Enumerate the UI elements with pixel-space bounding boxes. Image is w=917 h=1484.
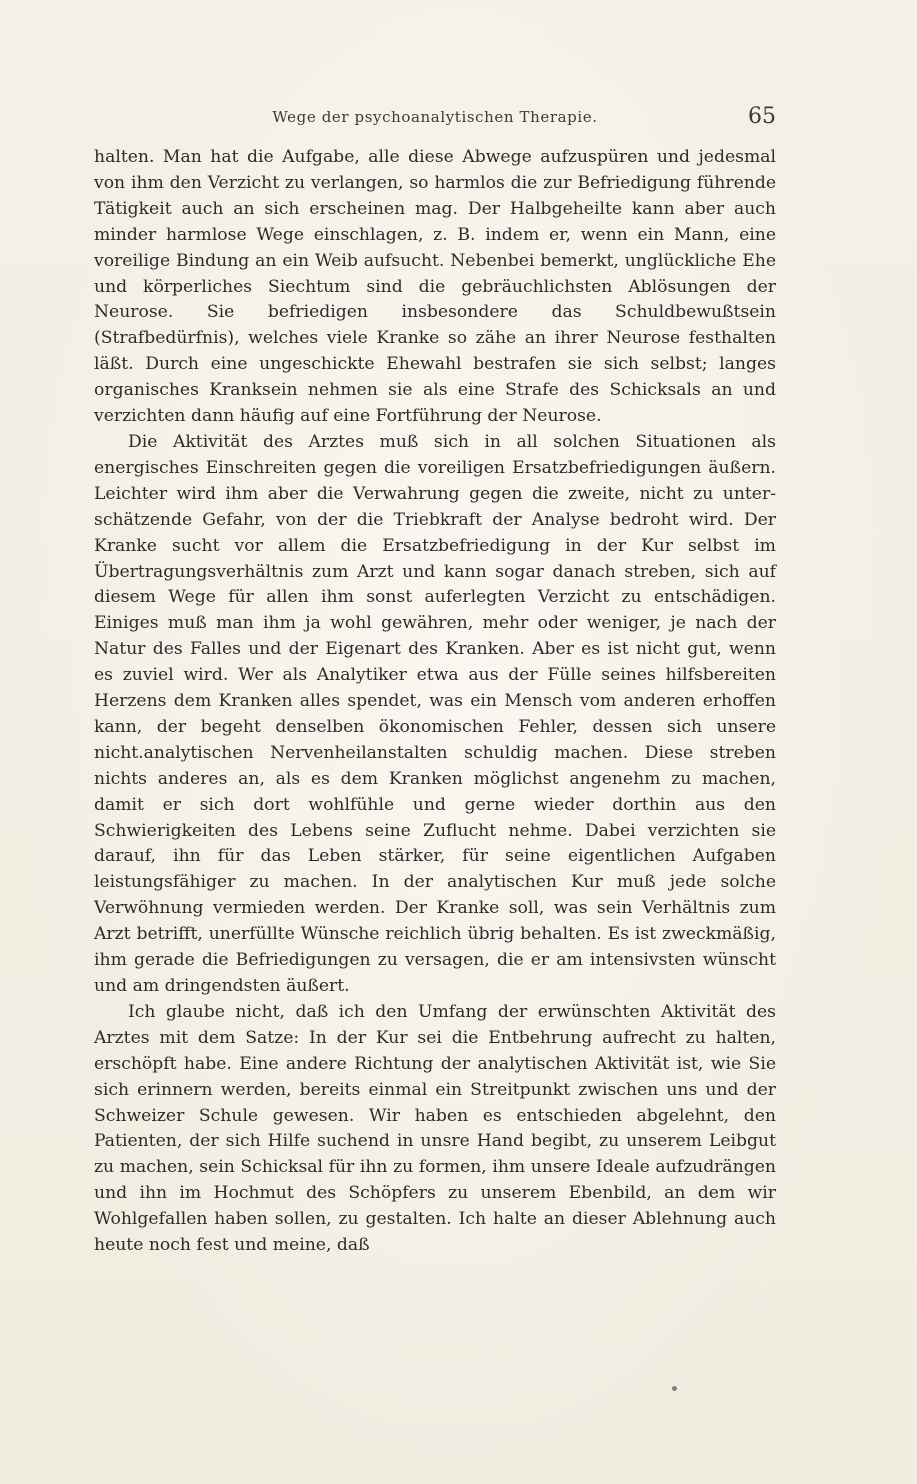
paragraph-3: Ich glaube nicht, daß ich den Umfang der erwünschten Aktivität des Arztes mit dem Satze: In der Kur sei die Entbehrung aufrecht zu halten, erschöpft habe. Eine andere Richtung der analytischen Aktivität ist, wie Sie sich erinnern werden, bereits einmal ein Streitpunkt zwischen uns und der Schweizer Schule gewesen. Wir haben es entschieden abgelehnt, den Patienten, der sich Hilfe suchend in unsre Hand begibt, zu unserem Leibgut zu machen, sein Schicksal für ihn zu formen, ihm unsere Ideale aufzudrängen und ihn im Hochmut des Schöpfers zu unserem Ebenbild, an dem wir Wohlgefallen haben sollen, zu gestalten. Ich halte an dieser Ablehnung auch heute noch fest und meine, daß <box>94 1001 776 1256</box>
paragraph-2: Die Aktivität des Arztes muß sich in all solchen Situationen als energisches Einschreiten gegen die voreiligen Ersatzbefriedigungen äußern. Leichter wird ihm aber die Verwahrung gegen die zweite, nicht zu unterschätzende Gefahr, von der die Triebkraft der Analyse bedroht wird. Der Kranke sucht vor allem die Ersatzbefriedigung in der Kur selbst im Übertragungsverhältnis zum Arzt und kann sogar danach streben, sich auf diesem Wege für allen ihm sonst auferlegten Verzicht zu entschädigen. Einiges muß man ihm ja wohl gewähren, mehr oder weniger, je nach der Natur des Falles und der Eigenart des Kranken. Aber es ist nicht gut, wenn es zuviel wird. Wer als Analytiker etwa aus der Fülle seines hilfsbereiten Herzens dem Kranken alles spendet, was ein Mensch vom anderen erhoffen kann, der begeht denselben ökonomischen Fehler, dessen sich unsere nicht.analytischen Nervenheilanstalten schuldig machen. Diese streben nichts anderes an, als es dem Kranken möglichst angenehm zu machen, damit er sich dort wohlfühle und gerne wieder dorthin aus den Schwierigkeiten des Lebens seine Zuflucht nehme. Dabei verzichten sie darauf, ihn für das Leben stärker, für seine eigentlichen Aufgaben leistungsfähiger zu machen. In der analytischen Kur muß jede solche Verwöhnung vermieden werden. Der Kranke soll, was sein Verhältnis zum Arzt betrifft, unerfüllte Wünsche reichlich übrig behalten. Es ist zweckmäßig, ihm gerade die Befriedigungen zu versagen, die er am intensivsten wünscht und am dringendsten äußert. <box>94 431 776 996</box>
paragraph-1: halten. Man hat die Aufgabe, alle diese Abwege aufzuspüren und jedesmal von ihm den Verzicht zu verlangen, so harmlos die zur Befriedigung führende Tätigkeit auch an sich erscheinen mag. Der Halbgeheilte kann aber auch minder harmlose Wege einschlagen, z. B. indem er, wenn ein Mann, eine voreilige Bindung an ein Weib aufsucht. Nebenbei bemerkt, unglückliche Ehe und körperliches Siechtum sind die gebräuchlichsten Ablösungen der Neurose. Sie befriedigen insbesondere das Schuldbewußtsein (Strafbedürfnis), welches viele Kranke so zähe an ihrer Neurose festhalten läßt. Durch eine ungeschickte Ehewahl bestrafen sie sich selbst; langes organisches Kranksein nehmen sie als eine Strafe des Schicksals an und verzichten dann häufig auf eine Fortführung der Neurose. <box>94 147 776 427</box>
running-head: Wege der psychoanalytischen Therapie. <box>272 108 598 126</box>
page-number: 65 <box>748 104 776 129</box>
ink-speck <box>672 1386 677 1391</box>
body-text <box>94 145 776 1259</box>
page-header <box>94 104 776 134</box>
